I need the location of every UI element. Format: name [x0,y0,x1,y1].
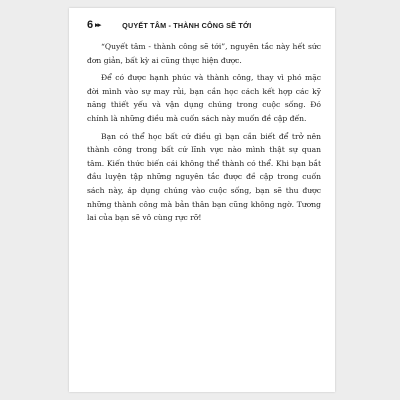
page-number [87,19,100,31]
page-header [87,19,321,33]
page-number-text: 6 [87,19,94,31]
book-page [69,8,335,392]
paragraph: Để có được hạnh phúc và thành công, thay vì phó mặc đời mình vào sự may rủi, bạn cần học cách kết hợp các kỹ năng thiết yếu và vận dụng chúng trong cuộc sống. Đó chính là những điều mà cuốn sách này muốn đề cập đến. [87,73,321,123]
paragraph: Bạn có thể học bất cứ điều gì bạn cần biết để trở nên thành công trong bất cứ lĩnh vực nào mình thật sự quan tâm. Kiến thức biến cái không thể thành có thể. Khi bạn bắt đầu luyện tập những nguyên tắc được đề cập trong cuốn sách này, áp dụng chúng vào cuộc sống, bạn sẽ thu được những thành công mà bản thân bạn cũng không ngờ. Tương lai của bạn sẽ vô cùng rực rỡ! [87,131,321,223]
double-arrow-icon: ▸▸ [95,22,101,29]
body-text [87,40,321,225]
paragraph: “Quyết tâm - thành công sẽ tới”, nguyên tắc này hết sức đơn giản, bất kỳ ai cũng thực hiện được. [87,42,321,65]
running-title: QUYẾT TÂM - THÀNH CÔNG SẼ TỚI [122,21,252,30]
